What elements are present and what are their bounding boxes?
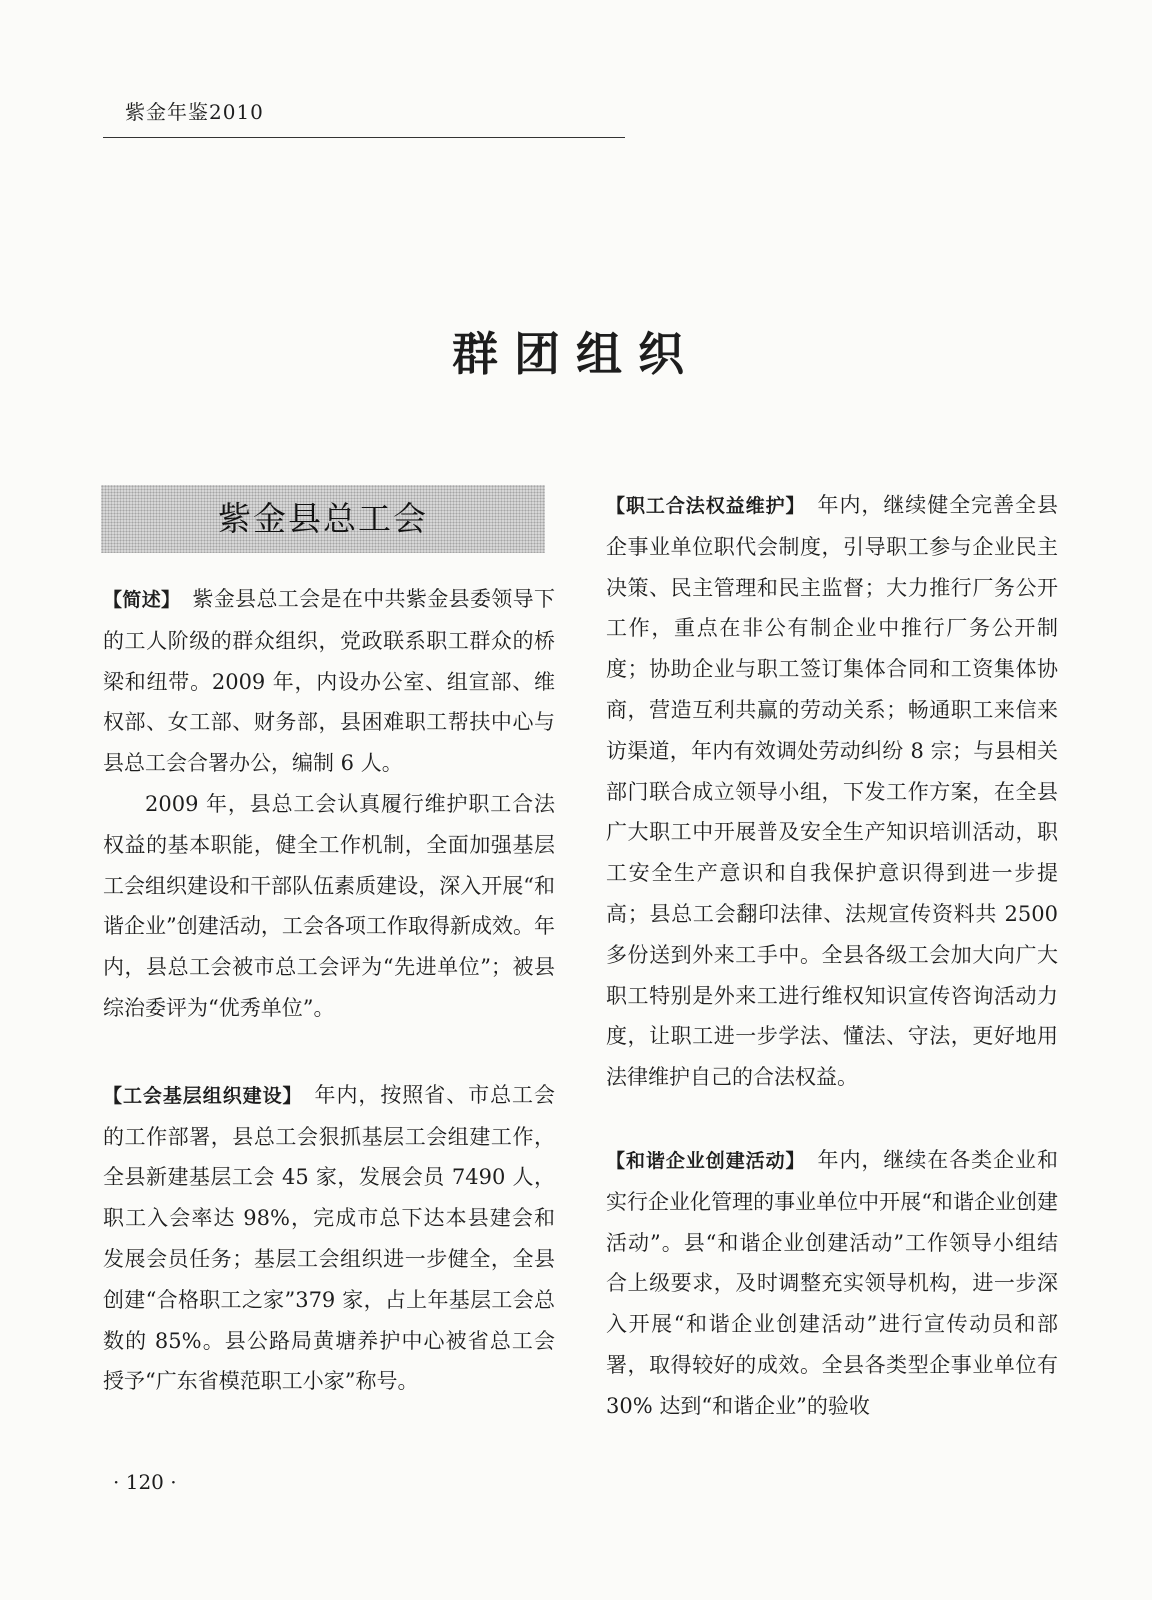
page-number: · 120 · <box>113 1470 177 1494</box>
rights-paragraph <box>606 485 1058 1098</box>
overview-paragraph: 2009 年，县总工会认真履行维护职工合法权益的基本职能，健全工作机制，全面加强基层工会组织建设和干部队伍素质建设，深入开展“和谐企业”创建活动，工会各项工作取得新成效。年内，县总工会被市总工会评为“先进单位”；被县综治委评为“优秀单位”。 <box>103 791 555 1020</box>
right-column <box>606 485 1058 1427</box>
intro-text: 紫金县总工会是在中共紫金县委领导下的工人阶级的群众组织，党政联系职工群众的桥梁和纽带。2009 年，内设办公室、组宣部、维权部、女工部、财务部，县困难职工帮扶中心与县总工会合署办公，编制 6 人。 <box>103 587 555 776</box>
intro-paragraph <box>103 579 555 784</box>
harmony-paragraph <box>606 1140 1058 1427</box>
harmony-text: 年内，继续在各类企业和实行企业化管理的事业单位中开展“和谐企业创建活动”。县“和谐企业创建活动”工作领导小组结合上级要求，及时调整充实领导机构，进一步深入开展“和谐企业创建活动”进行宣传动员和部署，取得较好的成效。全县各类型企事业单位有 30% 达到“和谐企业”的验收 <box>606 1147 1058 1418</box>
yearbook-title: 紫金年鉴2010 <box>125 100 264 124</box>
grassroots-label: 【工会基层组织建设】 <box>103 1084 303 1107</box>
intro-label: 【简述】 <box>103 589 181 611</box>
harmony-label: 【和谐企业创建活动】 <box>606 1149 806 1172</box>
running-header <box>103 96 625 138</box>
rights-label: 【职工合法权益维护】 <box>606 495 806 517</box>
grassroots-text: 年内，按照省、市总工会的工作部署，县总工会狠抓基层工会组建工作，全县新建基层工会 45 家，发展会员 7490 人，职工入会率达 98%，完成市总下达本县建会和发展会员任务；基层工会组织进一步健全，全县创建“合格职工之家”379 家，占上年基层工会总数的 85%。县公路局黄塘养护中心被省总工会授予“广东省模范职工小家”称号。 <box>103 1082 555 1394</box>
grassroots-paragraph <box>103 1075 555 1402</box>
unit-name-banner: 紫金县总工会 <box>101 485 545 553</box>
section-title: 群团组织 <box>452 327 700 381</box>
left-column <box>103 485 555 1402</box>
rights-text: 年内，继续健全完善全县企事业单位职代会制度，引导职工参与企业民主决策、民主管理和民主监督；大力推行厂务公开工作，重点在非公有制企业中推行厂务公开制度；协助企业与职工签订集体合同和工资集体协商，营造互利共赢的劳动关系；畅通职工来信来访渠道，年内有效调处劳动纠纷 8 宗；与县相关部门联合成立领导小组，下发工作方案，在全县广大职工中开展普及安全生产知识培训活动，职工安全生产意识和自我保护意识得到进一步提高；县总工会翻印法律、法规宣传资料共 2500 多份送到外来工手中。全县各级工会加大向广大职工特别是外来工进行维权知识宣传咨询活动力度，让职工进一步学法、懂法、守法，更好地用法律维护自己的合法权益。 <box>606 493 1058 1090</box>
